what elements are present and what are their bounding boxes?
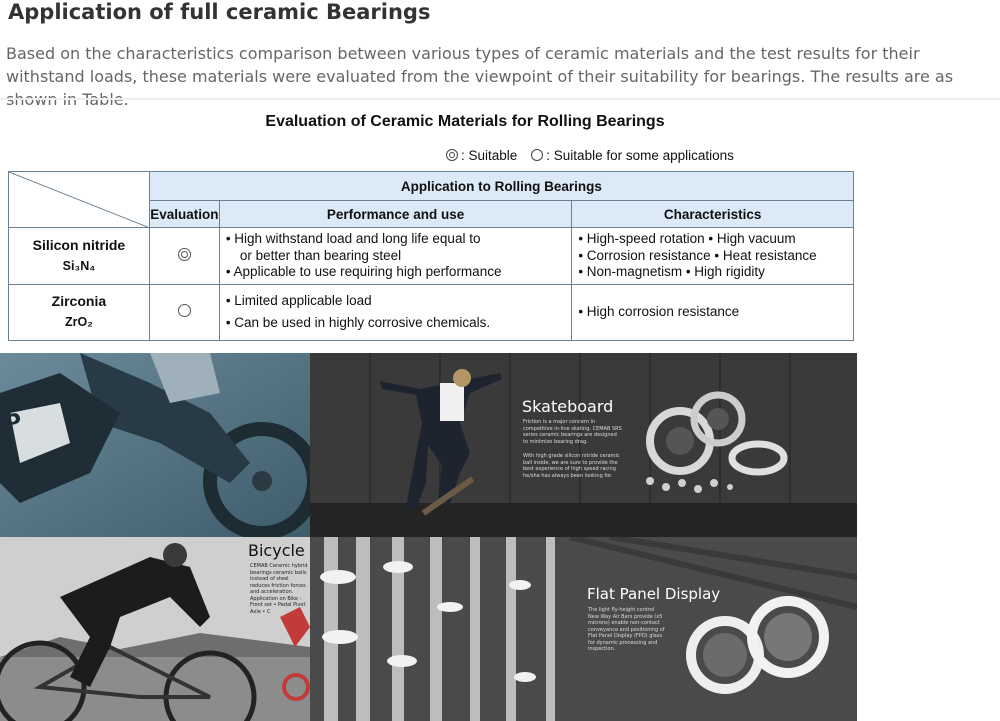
- diagonal-line: [9, 172, 150, 228]
- bicycle-title: Bicycle: [248, 541, 305, 560]
- divider: [0, 98, 1000, 100]
- flat-panel-title: Flat Panel Display: [587, 585, 721, 603]
- performance-cell: [219, 228, 572, 285]
- skateboard-text-2: With high grade silicon nitride ceramic ball inside, we are sure to provide the best experience of high speed racing he/she has always been looking for.: [523, 453, 620, 479]
- characteristics-cell: [572, 228, 854, 285]
- skateboard-image: [310, 353, 857, 537]
- perf-line: • Limited applicable load: [225, 293, 372, 308]
- char-line: • Corrosion resistance • Heat resistance: [578, 247, 817, 263]
- material-formula: Si₃N₄: [62, 258, 96, 273]
- double-circle-icon: [446, 149, 458, 161]
- char-line: • High-speed rotation • High vacuum: [578, 231, 796, 246]
- skateboard-title: Skateboard: [522, 397, 614, 416]
- col-characteristics: Characteristics: [572, 201, 854, 228]
- perf-line: • Can be used in highly corrosive chemicals.: [225, 314, 491, 330]
- circle-icon: [531, 149, 543, 161]
- performance-cell: [219, 284, 572, 340]
- flat-panel-text: The light fly-height control New Way Air Bars provide (x5 microns) enable non-contact conveyance and positioning of Flat Panel Display (FPD) glass for dynamic processing and inspection.: [588, 607, 665, 652]
- evaluation-cell: [149, 284, 219, 340]
- bicycle-image: [0, 537, 310, 721]
- material-name: Silicon nitride: [32, 236, 126, 253]
- perf-line: • High withstand load and long life equal to: [225, 231, 481, 246]
- perf-line: or better than bearing steel: [239, 247, 402, 263]
- material-name: Zirconia: [51, 293, 107, 309]
- page-heading: Application of full ceramic Bearings: [8, 0, 431, 24]
- legend-some: : Suitable for some applications: [546, 148, 734, 163]
- legend-suitable: : Suitable: [461, 148, 518, 163]
- material-cell: [9, 228, 150, 285]
- table-row: [9, 284, 854, 340]
- char-line: • High corrosion resistance: [578, 303, 740, 319]
- some-applications-icon: [178, 304, 191, 317]
- char-line: • Non-magnetism • High rigidity: [578, 264, 765, 279]
- characteristics-cell: [572, 284, 854, 340]
- col-performance: Performance and use: [219, 201, 572, 228]
- table-title: Evaluation of Ceramic Materials for Rolling Bearings: [265, 113, 665, 130]
- flat-panel-image: [310, 537, 857, 721]
- skateboard-text: Friction is a major concern in competitive in-line skating. CEMAB SRS series ceramic bearings are designed to minimize bearing drag.: [523, 419, 622, 445]
- table-legend: [446, 148, 734, 163]
- suitable-icon: [178, 248, 191, 261]
- group-header: Application to Rolling Bearings: [149, 172, 853, 201]
- evaluation-cell: [149, 228, 219, 285]
- intro-paragraph: Based on the characteristics comparison between various types of ceramic materials and the test results for their withstand loads, these materials were evaluated from the viewpoint of their suitability for bearings. The results are as: [6, 44, 954, 86]
- table-corner-cell: [9, 172, 150, 228]
- perf-line: • Applicable to use requiring high performance: [225, 264, 502, 279]
- table-row: [9, 228, 854, 285]
- material-cell: [9, 284, 150, 340]
- bicycle-text: CEMAB Ceramic hybrid bearings ceramic balls instead of steel reduces friction forces and acceleration. Application on Bike : Front set • Pedal Pivot Axle • C: [250, 563, 308, 615]
- col-evaluation: Evaluation: [149, 201, 219, 228]
- rider-number: 5: [3, 403, 24, 432]
- material-formula: ZrO₂: [65, 315, 93, 329]
- ceramic-evaluation-table: [8, 171, 854, 341]
- motocross-image: [0, 353, 310, 537]
